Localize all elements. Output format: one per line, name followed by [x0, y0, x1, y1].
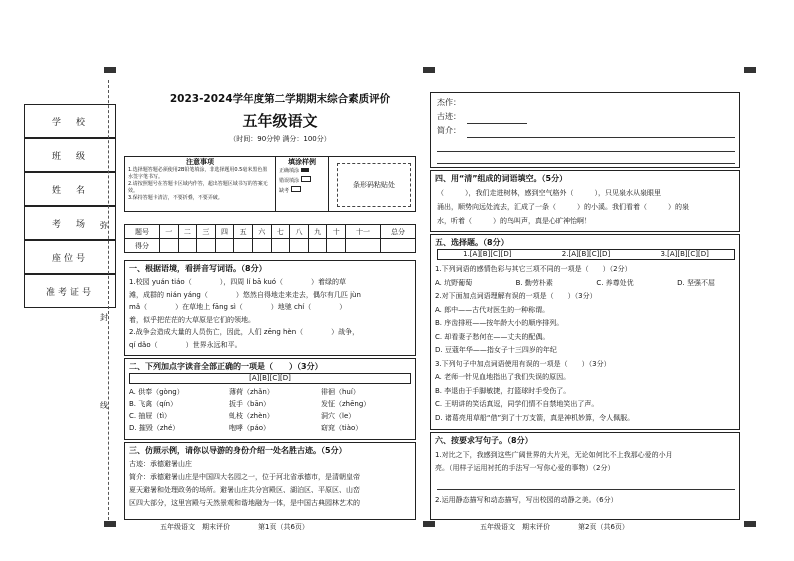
- subject-title: 五年级语文: [242, 112, 318, 130]
- score-cell[interactable]: [290, 239, 309, 253]
- option: A. 郎中——古代对医生的一种称谓。: [435, 305, 550, 314]
- sample-row: 正确填涂: [279, 167, 328, 176]
- score-header-cell: 十一: [346, 225, 381, 239]
- section-1: [124, 260, 416, 356]
- registration-mark-bottom-left: [104, 521, 116, 527]
- option-row: [129, 386, 413, 398]
- option: C. 却看妻子愁何在——丈夫的配偶。: [435, 332, 550, 341]
- note-item: 2.请按照题号在答题卡区域内作答，超出答题区域书写的答案无效。: [128, 181, 268, 194]
- option: D. 诸葛亮用草船“借”到了十万支箭，真是神机妙算，令人佩服。: [435, 413, 635, 422]
- section-3-line: 夏天避暑和处理政务的场所。避暑山庄共分宫殿区、湖泊区、平原区、山峦: [129, 486, 360, 494]
- option-item: 洞穴（le）: [321, 412, 356, 420]
- sample-row: 缺考: [279, 186, 328, 196]
- answer-card-row: [437, 249, 735, 260]
- question-6-1-cont: 亮。（用样子运用衬托的手法写一写你心爱的事物）（2分）: [435, 464, 615, 472]
- answer-bubbles[interactable]: [A][B][C][D]: [129, 373, 411, 384]
- score-header-cell: 题号: [125, 225, 160, 239]
- question-6-2: 2.运用静态描写和动态描写，写出校园的动静之美。（6分）: [435, 496, 618, 504]
- section-2-options: [129, 386, 413, 434]
- score-header-cell: 二: [178, 225, 197, 239]
- option-item: 虬枝（zhèn）: [229, 412, 274, 420]
- intro-answer-line[interactable]: [437, 163, 735, 164]
- option-item: 扳手（bān）: [229, 400, 271, 408]
- section-1-line: 1.校园 yuán tiáo（ ），四周 lí bā kuó（ ）着绿的草: [129, 278, 347, 286]
- heritage-answer-line[interactable]: [467, 123, 527, 124]
- score-header-cell: 八: [290, 225, 309, 239]
- question-5-1-options: [435, 277, 735, 291]
- option-item: A. 供奉（gòng）: [129, 388, 184, 396]
- option-item: D. 摧毁（zhé）: [129, 424, 180, 432]
- sample-row: 错误填涂: [279, 176, 328, 186]
- fill-sample-section: [276, 157, 329, 211]
- right-top-answer-box: [430, 92, 740, 168]
- option-item: 徘徊（huí）: [321, 388, 360, 396]
- name-field[interactable]: 姓 名: [24, 172, 116, 206]
- question-5-2: 2.对下面加点词语理解有误的一项是（ ）（3分）: [435, 292, 597, 300]
- binding-word-2: 封: [100, 313, 108, 322]
- score-header-cell: 六: [252, 225, 271, 239]
- option: A. 坑野葡萄: [435, 278, 473, 287]
- score-header-row: [125, 225, 416, 239]
- question-5-3: 3.下列句子中加点词语使用有误的一项是（ ）（3分）: [435, 359, 611, 368]
- section-4: [430, 170, 740, 232]
- notes-title: 注意事项: [186, 158, 214, 166]
- masterpiece-label: 杰作：: [437, 98, 461, 107]
- section-4-line: 涌出，顺势向远处流去，汇成了一条（ ）的小溪。我们看着（ ）的泉: [437, 203, 689, 211]
- answer-line[interactable]: [437, 489, 735, 490]
- score-cell[interactable]: [234, 239, 253, 253]
- option-item: C. 抽屉（tì）: [129, 412, 172, 420]
- section-6: [430, 432, 740, 520]
- notes-box: [124, 156, 416, 212]
- score-header-cell: 九: [308, 225, 327, 239]
- score-cell[interactable]: [380, 239, 415, 253]
- option-item: 薄荷（zhǎn）: [229, 388, 274, 396]
- option: C. 王明讲的笑话真逗，同学们情不自禁地笑出了声。: [435, 400, 599, 408]
- registration-mark-top-center: [423, 67, 435, 73]
- option: A. 老师一针见血地指出了我们失误的原因。: [435, 373, 571, 381]
- note-item: 1.选择题答题必须使用2B铅笔填涂，非选择题用0.5毫米黑色墨水签字笔书写。: [128, 167, 268, 180]
- intro-answer-line[interactable]: [467, 137, 735, 138]
- option: D. 豆蔻年华——指女子十三四岁的年纪: [435, 346, 557, 354]
- score-row-label: 得分: [125, 239, 160, 253]
- score-table: [124, 224, 416, 253]
- score-value-row: [125, 239, 416, 253]
- section-1-line: qí dǎo（ ）世界永远和平。: [129, 340, 242, 349]
- binding-word-3: 线: [100, 401, 108, 410]
- option: B. 序齿排班——按年龄大小的顺序排列。: [435, 319, 564, 327]
- score-cell[interactable]: [197, 239, 216, 253]
- score-header-cell: 一: [159, 225, 178, 239]
- section-3-line: 古迹：承德避暑山庄: [129, 460, 192, 468]
- footer-right: 五年级语文 期末评价 第2页（共6页）: [480, 523, 629, 531]
- exam-room-field[interactable]: 考 场: [24, 206, 116, 240]
- option-item: 咆哮（páo）: [229, 424, 271, 432]
- section-4-title: 四、用“清”组成的词语填空。（5分）: [435, 174, 568, 183]
- registration-mark-top-right: [744, 67, 756, 73]
- footer-left: 五年级语文 期末评价 第1页（共6页）: [160, 523, 309, 531]
- section-6-title: 六、按要求写句子。（8分）: [435, 436, 533, 445]
- school-field[interactable]: 学 校: [24, 104, 116, 138]
- score-cell[interactable]: [327, 239, 346, 253]
- option: C. 养尊处优: [596, 278, 634, 287]
- score-header-cell: 七: [271, 225, 290, 239]
- section-2: [124, 358, 416, 440]
- score-header-cell: 三: [197, 225, 216, 239]
- note-item: 3.保持答题卡清洁，不要折叠，不要弄破。: [128, 195, 223, 201]
- section-1-title: 一、根据语境，看拼音写词语。（8分）: [129, 264, 267, 273]
- registration-mark-bottom-center: [423, 521, 435, 527]
- score-cell[interactable]: [252, 239, 271, 253]
- answer-card-1[interactable]: 1.[A][B][C][D]: [463, 250, 512, 258]
- section-4-line: 水，听着（ ）的鸟叫声，真是心旷神怡啊！: [437, 217, 591, 225]
- exam-id-field[interactable]: 准考证号: [24, 274, 116, 308]
- option: B. 勤劳朴素: [515, 278, 553, 287]
- fill-sample-title: 填涂样例: [288, 158, 316, 166]
- section-4-line: （ ），我们走进树林，感到空气格外（ ），只见泉水从泉眼里: [437, 189, 661, 197]
- option-item: 发怔（zhēng）: [321, 400, 371, 408]
- section-1-line: 2.战争会造成大量的人员伤亡，因此，人们 zēng hèn（ ）战争，: [129, 328, 360, 336]
- binding-line: [108, 80, 109, 520]
- option: B. 李退由于手脚敏捷，打篮球时手受伤了。: [435, 386, 571, 395]
- section-1-line: 着，似乎把茫茫的大草原是它们的领地。: [129, 315, 255, 324]
- registration-mark-top-left: [104, 67, 116, 73]
- option-row: [129, 410, 413, 422]
- option-item: B. 飞禽（qín）: [129, 400, 178, 408]
- section-5: [430, 234, 740, 430]
- score-header-cell: 十: [327, 225, 346, 239]
- section-1-line: mǎ（ ）在草地上 fāng sì（ ）地驰 chí（ ）: [129, 303, 347, 311]
- registration-mark-bottom-right: [744, 521, 756, 527]
- binding-word-1: 弥: [100, 221, 108, 230]
- section-3-line: 区四大部分，这里宫殿与天然景观和谐地融为一体，是中国古典园林艺术的: [129, 499, 360, 507]
- answer-card-3[interactable]: 3.[A][B][C][D]: [660, 250, 709, 258]
- section-5-title: 五、选择题。（8分）: [435, 238, 509, 247]
- section-1-line: 滩，成群的 nián yáng（ ）悠然自得地走来走去，偶尔有几匹 jùn: [129, 290, 361, 299]
- section-3-line: 简介：承德避暑山庄是中国四大名园之一，位于河北省承德市，是清朝皇帝: [129, 473, 360, 481]
- barcode-area: 条形码粘贴处: [337, 163, 411, 207]
- question-5-1: 1.下列词语的感情色彩与其它三项不同的一项是（ ）（2分）: [435, 265, 632, 273]
- score-cell[interactable]: [178, 239, 197, 253]
- option-item: 窈窕（tiào）: [321, 424, 363, 432]
- option-row: [129, 398, 413, 410]
- option: D. 坚强不屈: [677, 278, 715, 287]
- option-row: [129, 422, 413, 434]
- score-header-cell: 五: [234, 225, 253, 239]
- heritage-label: 古迹：: [437, 112, 461, 121]
- notes-section: [125, 157, 276, 211]
- intro-answer-line[interactable]: [437, 151, 735, 152]
- section-3-title: 三、仿照示例，请你以导游的身份介绍一处名胜古迹。（5分）: [129, 446, 347, 455]
- answer-card-2[interactable]: 2.[A][B][C][D]: [561, 250, 611, 258]
- time-score: （时间：90分钟 满分：100分）: [229, 135, 331, 143]
- exam-title: 2023-2024学年度第二学期期末综合素质评价: [169, 93, 391, 105]
- section-2-title: 二、下列加点字读音全部正确的一项是（ ）（3分）: [129, 362, 323, 371]
- section-3: [124, 442, 416, 520]
- score-cell[interactable]: [271, 239, 290, 253]
- question-6-1: 1.对比之下，我感到这些广阔世界的大片光，无论如何比不上我那心爱的小月: [435, 451, 673, 459]
- score-header-cell: 总分: [380, 225, 415, 239]
- score-cell[interactable]: [215, 239, 234, 253]
- score-cell[interactable]: [346, 239, 381, 253]
- class-field[interactable]: 班 级: [24, 138, 116, 172]
- score-cell[interactable]: [308, 239, 327, 253]
- intro-label: 简介：: [437, 126, 461, 135]
- score-header-cell: 四: [215, 225, 234, 239]
- seat-number-field[interactable]: 座位号: [24, 240, 116, 274]
- score-cell[interactable]: [159, 239, 178, 253]
